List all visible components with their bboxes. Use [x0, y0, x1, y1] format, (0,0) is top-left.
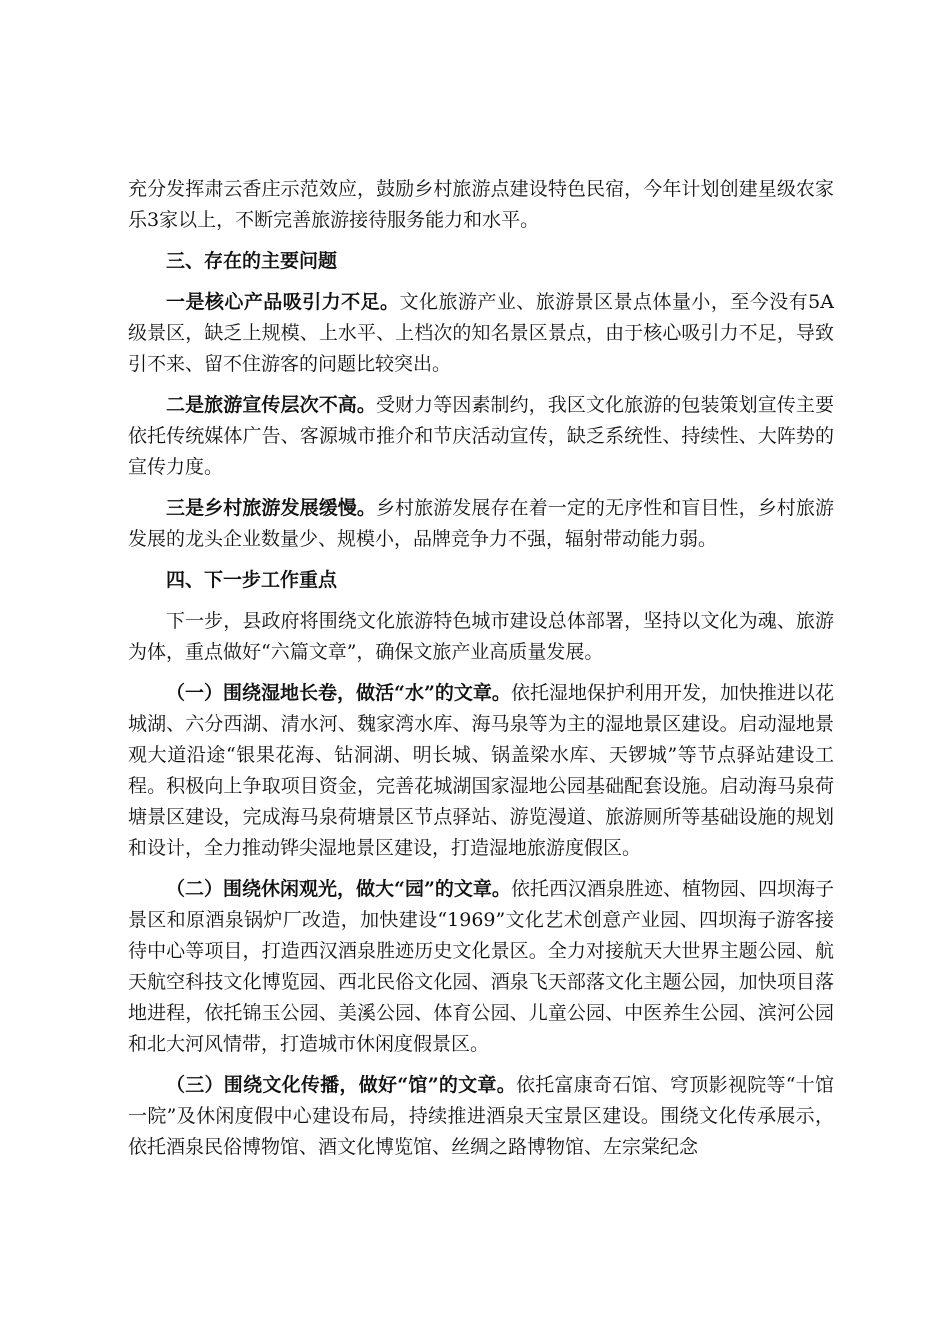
- section-heading-next-steps: 四、下一步工作重点: [166, 569, 338, 591]
- paragraph-lead: （三）围绕文化传播，做好“馆”的文章。: [166, 1074, 516, 1096]
- paragraph-text: 乡村旅游发展存在着一定的无序性和盲目性，乡村旅游发展的龙头企业数量少、规模小，品牌竞争力不强，辐射带动能力弱。: [128, 497, 834, 550]
- problem-paragraph-3: [128, 493, 834, 555]
- paragraph-continuation: [128, 174, 834, 236]
- task-paragraph-park: [128, 874, 834, 1060]
- paragraph-text: 下一步，县政府将围绕文化旅游特色城市建设总体部署，坚持以文化为魂、旅游为体，重点做好“六篇文章”，确保文旅产业高质量发展。: [128, 610, 834, 663]
- paragraph-lead: （一）围绕湿地长卷，做活“水”的文章。: [166, 682, 511, 704]
- paragraph-text: 受财力等因素制约，我区文化旅游的包装策划宣传主要依托传统媒体广告、客源城市推介和节庆活动宣传，缺乏系统性、持续性、大阵势的宣传力度。: [128, 394, 834, 478]
- paragraph-lead: （二）围绕休闲观光，做大“园”的文章。: [166, 878, 511, 900]
- paragraph-lead: 三是乡村旅游发展缓慢。: [166, 497, 376, 519]
- paragraph-lead: 二是旅游宣传层次不高。: [166, 394, 376, 416]
- paragraph-text: 充分发挥肃云香庄示范效应，鼓励乡村旅游点建设特色民宿，今年计划创建星级农家乐3家以上，不断完善旅游接待服务能力和水平。: [128, 178, 834, 231]
- document-page: [128, 174, 834, 1163]
- task-paragraph-water: [128, 678, 834, 864]
- paragraph-text: 依托富康奇石馆、穹顶影视院等“十馆一院”及休闲度假中心建设布局，持续推进酒泉天宝景区建设。围绕文化传承展示，依托酒泉民俗博物馆、酒文化博览馆、丝绸之路博物馆、左宗棠纪念: [128, 1074, 835, 1158]
- problem-paragraph-2: [128, 390, 834, 483]
- section-heading-problems: 三、存在的主要问题: [166, 250, 338, 272]
- problem-paragraph-1: [128, 287, 834, 380]
- paragraph-text: 依托西汉酒泉胜迹、植物园、四坝海子景区和原酒泉锅炉厂改造，加快建设“1969”文化艺术创意产业园、四坝海子游客接待中心等项目，打造西汉酒泉胜迹历史文化景区。全力对接航天大世界主题公园、航天航空科技文化博览园、西北民俗文化园、酒泉飞天部落文化主题公园，加快项目落地进程，依托锦玉公园、美溪公园、体育公园、儿童公园、中医养生公园、滨河公园和北大河风情带，打造城市休闲度假景区。: [128, 878, 834, 1055]
- task-paragraph-museum: [128, 1070, 834, 1163]
- paragraph-text: 依托湿地保护利用开发，加快推进以花城湖、六分西湖、清水河、魏家湾水库、海马泉等为主的湿地景区建设。启动湿地景观大道沿途“银果花海、钻洞湖、明长城、锅盖梁水库、天锣城”等节点驿站建设工程。积极向上争取项目资金，完善花城湖国家湿地公园基础配套设施。启动海马泉荷塘景区建设，完成海马泉荷塘景区节点驿站、游览漫道、旅游厕所等基础设施的规划和设计，全力推动铧尖湿地景区建设，打造湿地旅游度假区。: [128, 682, 834, 859]
- paragraph-lead: 一是核心产品吸引力不足。: [166, 291, 400, 313]
- paragraph-text: 文化旅游产业、旅游景区景点体量小，至今没有5A级景区，缺乏上规模、上水平、上档次的知名景区景点，由于核心吸引力不足，导致引不来、留不住游客的问题比较突出。: [128, 291, 834, 375]
- next-steps-intro: [128, 606, 834, 668]
